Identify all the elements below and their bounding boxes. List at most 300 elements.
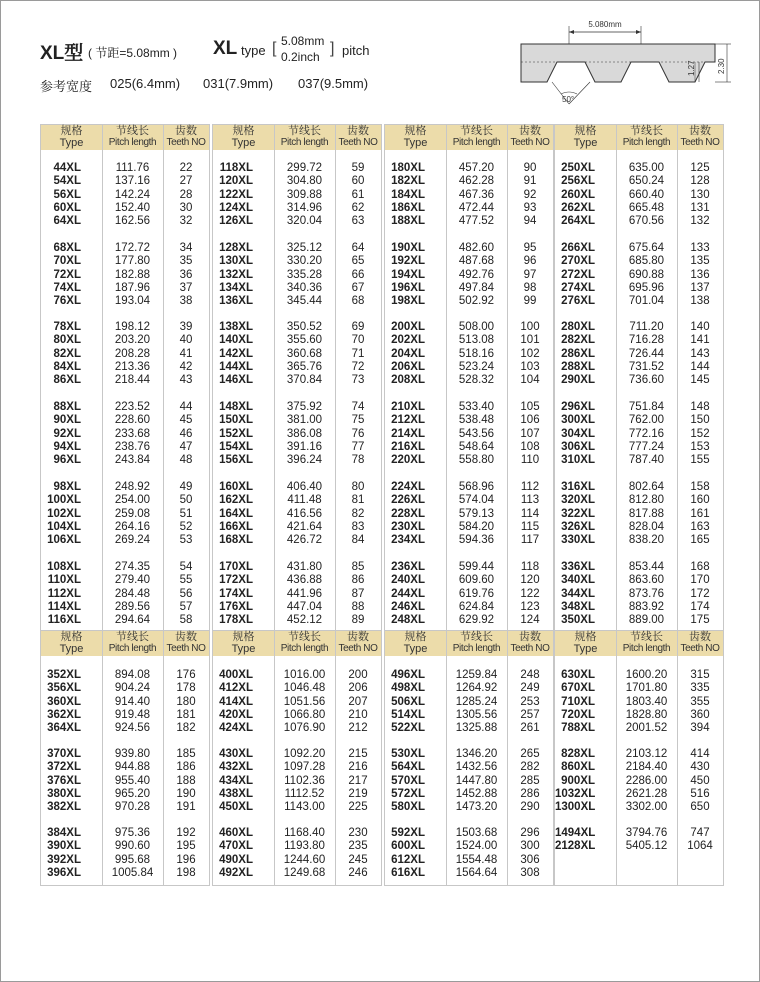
teeth-count-value: 206 — [348, 682, 368, 695]
teeth-count-value: 59 — [351, 162, 365, 174]
teeth-count-value: 90 — [523, 162, 537, 174]
teeth-count-value: 163 — [690, 520, 710, 533]
belt-spec-code: 336XL — [561, 561, 595, 573]
belt-spec-code: 76XL — [53, 295, 81, 308]
belt-spec-code: 364XL — [47, 722, 81, 735]
belt-spec-code: 248XL — [391, 614, 425, 627]
belt-spec-code: 144XL — [219, 360, 253, 373]
pitch-length-value: 355.60 — [286, 334, 323, 347]
pitch-length-value: 187.96 — [114, 281, 151, 294]
teeth-count-value: 155 — [690, 454, 710, 467]
pitch-length-value: 172.72 — [114, 242, 151, 254]
teeth-count-value: 115 — [520, 520, 540, 533]
belt-spec-code: 414XL — [219, 695, 253, 708]
belt-spec-code: 348XL — [561, 600, 595, 613]
pitch-length-value: 802.64 — [628, 481, 665, 493]
teeth-count-value: 215 — [348, 748, 368, 760]
belt-spec-code: 212XL — [391, 414, 425, 427]
belt-spec-code: 100XL — [47, 494, 81, 507]
teeth-count-value: 253 — [520, 695, 540, 708]
pitch-length-value: 487.68 — [458, 255, 495, 268]
header-pitch-length — [446, 631, 507, 656]
pitch-length-value: 990.60 — [114, 840, 151, 853]
pitch-length-value: 264.16 — [114, 520, 151, 533]
belt-spec-code: 530XL — [391, 748, 425, 760]
pitch-length-value: 137.16 — [114, 175, 151, 188]
pitch-length-value: 477.52 — [458, 215, 495, 228]
belt-spec-code: 176XL — [219, 600, 253, 613]
pitch-length-value: 1503.68 — [455, 827, 498, 839]
teeth-count-value: 245 — [348, 853, 368, 866]
belt-spec-code: 376XL — [47, 774, 81, 787]
belt-spec-code: 282XL — [561, 334, 595, 347]
belt-spec-code: 264XL — [561, 215, 595, 228]
pitch-length-value: 370.84 — [286, 374, 323, 387]
belt-spec-code: 78XL — [53, 321, 81, 333]
teeth-count-value: 186 — [176, 761, 196, 774]
teeth-count-value: 32 — [179, 215, 193, 228]
teeth-count-value: 120 — [520, 574, 540, 587]
teeth-count-value: 60 — [351, 175, 365, 188]
pitch-length-value: 660.40 — [628, 188, 665, 201]
pitch-length-value: 436.88 — [286, 574, 323, 587]
pitch-length-value: 320.04 — [286, 215, 323, 228]
pitch-length-value: 1325.88 — [455, 722, 498, 735]
teeth-count-value: 69 — [351, 321, 365, 333]
pitch-length-value: 1244.60 — [283, 853, 326, 866]
pitch-length-value: 731.52 — [628, 360, 665, 373]
teeth-count-value: 128 — [690, 175, 710, 188]
teeth-count-value: 38 — [179, 295, 193, 308]
width-037: 037(9.5mm) — [298, 76, 369, 91]
teeth-count-value: 78 — [351, 454, 365, 467]
header-pitch-length-cn: 节线长 — [288, 125, 321, 137]
teeth-count-value: 188 — [176, 774, 196, 787]
header-teeth-no-en: Teeth NO — [680, 643, 720, 654]
belt-spec-code: 522XL — [391, 722, 425, 735]
teeth-count-value: 114 — [520, 507, 540, 520]
pitch-length-value: 2286.00 — [625, 774, 668, 787]
teeth-count-value: 261 — [520, 722, 540, 735]
pitch-length-value: 772.16 — [628, 427, 665, 440]
teeth-count-value: 516 — [690, 787, 710, 800]
pitch-length-value: 345.44 — [286, 295, 323, 308]
belt-spec-code: 124XL — [219, 201, 253, 214]
belt-spec-code: 326XL — [561, 520, 595, 533]
pitch-length-value: 1554.48 — [455, 853, 498, 866]
belt-spec-code: 230XL — [391, 520, 425, 533]
header-type-cn: 规格 — [60, 631, 83, 643]
pitch-length-value: 421.64 — [286, 520, 323, 533]
belt-spec-code: 420XL — [219, 708, 253, 721]
belt-spec-code: 198XL — [391, 295, 425, 308]
belt-spec-code: 450XL — [219, 801, 253, 814]
belt-spec-code: 160XL — [219, 481, 253, 493]
pitch-length-value: 579.13 — [458, 507, 495, 520]
belt-spec-code: 382XL — [47, 801, 81, 814]
header-teeth-no-cn: 齿数 — [519, 125, 541, 137]
pitch-length-value: 198.12 — [114, 321, 151, 333]
pitch-length-value: 274.35 — [114, 561, 151, 573]
teeth-count-value: 360 — [690, 708, 710, 721]
pitch-length-value: 523.24 — [458, 360, 495, 373]
belt-spec-code: 122XL — [219, 188, 253, 201]
teeth-count-value: 48 — [179, 454, 193, 467]
pitch-length-value: 340.36 — [286, 281, 323, 294]
belt-spec-code: 372XL — [47, 761, 81, 774]
belt-spec-code: 276XL — [561, 295, 595, 308]
pitch-length-value: 787.40 — [628, 454, 665, 467]
pitch-length-value: 1193.80 — [284, 840, 325, 853]
pitch-length-value: 1600.20 — [625, 669, 668, 681]
teeth-count-value: 74 — [351, 401, 365, 413]
header-type-en: Type — [231, 643, 256, 655]
teeth-count-value: 414 — [690, 748, 710, 760]
pitch-mm: 5.08mm — [281, 34, 325, 48]
pitch-length-value: 1524.00 — [455, 840, 498, 853]
teeth-count-value: 95 — [523, 242, 537, 254]
teeth-count-value: 181 — [176, 708, 196, 721]
teeth-count-value: 42 — [179, 360, 193, 373]
belt-spec-code: 272XL — [561, 268, 595, 281]
header-teeth-no-cn: 齿数 — [347, 631, 369, 643]
belt-spec-code: 424XL — [219, 722, 253, 735]
spec-table-block — [212, 630, 382, 886]
width-031: 031(7.9mm) — [203, 76, 274, 91]
teeth-count-value: 61 — [351, 188, 365, 201]
teeth-count-value: 217 — [348, 774, 368, 787]
belt-spec-code: 202XL — [391, 334, 425, 347]
belt-spec-code: 360XL — [47, 695, 81, 708]
pitch-length-value: 1016.00 — [283, 669, 326, 681]
teeth-count-value: 246 — [348, 866, 368, 879]
teeth-count-value: 175 — [690, 614, 710, 627]
teeth-count-value: 106 — [520, 414, 540, 427]
pitch-length-value: 1051.56 — [283, 695, 326, 708]
header-teeth-no-cn: 齿数 — [175, 631, 197, 643]
belt-spec-code: 56XL — [53, 188, 81, 201]
pitch-length-value: 1452.88 — [455, 787, 498, 800]
pitch-length-value: 568.96 — [458, 481, 495, 493]
teeth-count-value: 306 — [520, 853, 540, 866]
header-pitch-length-cn: 节线长 — [288, 631, 321, 643]
header-teeth-no-cn: 齿数 — [689, 125, 711, 137]
header-pitch-length-cn: 节线长 — [460, 125, 493, 137]
teeth-count-value: 315 — [690, 669, 710, 681]
belt-spec-code: 82XL — [53, 347, 81, 360]
belt-spec-code: 352XL — [47, 669, 81, 681]
pitch-length-value: 457.20 — [458, 162, 495, 174]
teeth-count-value: 145 — [690, 374, 710, 387]
pitch-length-value: 889.00 — [628, 614, 665, 627]
pitch-length-value: 726.44 — [628, 347, 665, 360]
teeth-count-value: 91 — [523, 175, 537, 188]
pitch-length-value: 574.04 — [458, 494, 495, 507]
header-type-cn: 规格 — [232, 125, 255, 137]
teeth-count-value: 57 — [179, 600, 193, 613]
header-pitch-length-en: Pitch length — [452, 643, 501, 654]
teeth-count-value: 77 — [351, 440, 365, 453]
pitch-length-value: 1066.80 — [283, 708, 326, 721]
header-pitch-length-en: Pitch length — [452, 137, 501, 148]
teeth-count-value: 130 — [690, 188, 710, 201]
pitch-length-value: 502.92 — [458, 295, 495, 308]
header-type — [213, 125, 274, 150]
header-teeth-no — [507, 125, 553, 150]
bracket-left: [ — [272, 40, 277, 57]
pitch-length-value: 1305.56 — [455, 708, 498, 721]
pitch-length-value: 218.44 — [114, 374, 151, 387]
belt-spec-code: 234XL — [391, 534, 425, 547]
belt-spec-code: 296XL — [561, 401, 595, 413]
teeth-count-value: 122 — [520, 587, 540, 600]
header-type-en: Type — [403, 137, 428, 149]
belt-spec-code: 94XL — [53, 440, 81, 453]
belt-spec-code: 136XL — [219, 295, 253, 308]
pitch-cn-label: ( 节距=5.08mm ) — [88, 46, 178, 60]
belt-spec-code: 182XL — [391, 175, 425, 188]
header-pitch-length — [102, 631, 163, 656]
belt-spec-code: 1032XL — [555, 787, 596, 800]
belt-spec-code: 88XL — [53, 401, 81, 413]
teeth-count-value: 355 — [690, 695, 710, 708]
belt-spec-code: 438XL — [219, 787, 253, 800]
teeth-count-value: 76 — [351, 427, 365, 440]
pitch-length-value: 650.24 — [628, 175, 665, 188]
belt-spec-code: 600XL — [391, 840, 425, 853]
pitch-inch: 0.2inch — [281, 50, 320, 64]
pitch-length-value: 177.80 — [114, 255, 151, 268]
teeth-count-value: 88 — [351, 600, 365, 613]
belt-spec-code: 490XL — [219, 853, 253, 866]
belt-spec-code: 228XL — [391, 507, 425, 520]
belt-spec-code: 226XL — [391, 494, 425, 507]
pitch-length-value: 492.76 — [458, 268, 495, 281]
belt-spec-code: 362XL — [47, 708, 81, 721]
belt-spec-code: 900XL — [561, 774, 595, 787]
belt-spec-code: 260XL — [561, 188, 595, 201]
teeth-count-value: 282 — [520, 761, 540, 774]
teeth-count-value: 168 — [690, 561, 710, 573]
teeth-count-value: 216 — [348, 761, 368, 774]
pitch-length-value: 238.76 — [114, 440, 151, 453]
teeth-count-value: 140 — [690, 321, 710, 333]
belt-spec-code: 788XL — [561, 722, 595, 735]
teeth-count-value: 97 — [523, 268, 537, 281]
header-teeth-no-en: Teeth NO — [510, 137, 550, 148]
teeth-count-value: 27 — [179, 175, 193, 188]
pitch-length-value: 1097.28 — [283, 761, 326, 774]
pitch-length-value: 1092.20 — [283, 748, 326, 760]
belt-spec-code: 310XL — [561, 454, 595, 467]
teeth-count-value: 94 — [523, 215, 537, 228]
belt-spec-code: 496XL — [391, 669, 425, 681]
teeth-count-value: 63 — [351, 215, 365, 228]
pitch-length-value: 203.20 — [114, 334, 151, 347]
pitch-length-value: 1701.80 — [625, 682, 668, 695]
pitch-length-value: 955.40 — [114, 774, 151, 787]
header-type — [41, 125, 102, 150]
pitch-length-value: 325.12 — [286, 242, 323, 254]
belt-spec-code: 190XL — [391, 242, 425, 254]
belt-spec-code: 280XL — [561, 321, 595, 333]
belt-spec-code: 390XL — [47, 840, 81, 853]
pitch-length-value: 939.80 — [114, 748, 151, 760]
belt-spec-code: 152XL — [219, 427, 253, 440]
belt-spec-code: 392XL — [47, 853, 81, 866]
belt-spec-code: 274XL — [561, 281, 595, 294]
belt-spec-code: 128XL — [219, 242, 253, 254]
pitch-length-value: 1432.56 — [455, 761, 498, 774]
pitch-length-value: 919.48 — [114, 708, 151, 721]
belt-spec-code: 192XL — [391, 255, 425, 268]
belt-spec-code: 290XL — [561, 374, 595, 387]
teeth-count-value: 28 — [179, 188, 193, 201]
pitch-length-value: 736.60 — [628, 374, 665, 387]
teeth-count-value: 286 — [520, 787, 540, 800]
pitch-length-value: 685.80 — [628, 255, 665, 268]
teeth-count-value: 152 — [690, 427, 710, 440]
teeth-count-value: 44 — [179, 401, 193, 413]
teeth-count-value: 75 — [351, 414, 365, 427]
teeth-count-value: 747 — [690, 827, 710, 839]
tooth-height-label: 1.27 — [687, 60, 696, 76]
pitch-length-value: 838.20 — [628, 534, 665, 547]
teeth-count-value: 165 — [690, 534, 710, 547]
belt-spec-code: 460XL — [219, 827, 253, 839]
teeth-count-value: 80 — [351, 481, 365, 493]
belt-spec-code: 140XL — [219, 334, 253, 347]
teeth-count-value: 51 — [179, 507, 193, 520]
total-height-label: 2.30 — [717, 58, 726, 74]
type-en-label: XL — [213, 38, 238, 59]
belt-spec-code: 288XL — [561, 360, 595, 373]
pitch-length-value: 548.64 — [458, 440, 495, 453]
pitch-length-value: 375.92 — [286, 401, 323, 413]
pitch-length-value: 513.08 — [458, 334, 495, 347]
belt-spec-code: 196XL — [391, 281, 425, 294]
teeth-count-value: 41 — [179, 347, 193, 360]
pitch-length-value: 223.52 — [114, 401, 151, 413]
teeth-count-value: 174 — [690, 600, 710, 613]
teeth-count-value: 107 — [520, 427, 540, 440]
belt-spec-code: 118XL — [219, 162, 253, 174]
pitch-length-value: 1112.52 — [284, 787, 325, 800]
teeth-count-value: 30 — [179, 201, 193, 214]
belt-spec-code: 616XL — [391, 866, 425, 879]
teeth-count-value: 53 — [179, 534, 193, 547]
teeth-count-value: 170 — [690, 574, 710, 587]
teeth-count-value: 394 — [690, 722, 710, 735]
teeth-count-value: 105 — [520, 401, 540, 413]
teeth-count-value: 249 — [520, 682, 540, 695]
belt-spec-code: 430XL — [219, 748, 253, 760]
teeth-count-value: 67 — [351, 281, 365, 294]
pitch-length-value: 447.04 — [286, 600, 323, 613]
belt-spec-code: 2128XL — [555, 840, 596, 853]
teeth-count-value: 198 — [176, 866, 196, 879]
belt-spec-code: 514XL — [391, 708, 425, 721]
type-title: XL型 — [40, 43, 84, 64]
pitch-length-value: 716.28 — [628, 334, 665, 347]
pitch-length-value: 381.00 — [286, 414, 323, 427]
pitch-label: 5.080mm — [588, 20, 622, 29]
belt-spec-code: 236XL — [391, 561, 425, 573]
teeth-count-value: 1064 — [687, 840, 713, 853]
belt-spec-code: 316XL — [561, 481, 595, 493]
pitch-length-value: 1249.68 — [283, 866, 326, 879]
header-teeth-no-cn: 齿数 — [689, 631, 711, 643]
pitch-length-value: 350.52 — [286, 321, 323, 333]
header-pitch-length-cn: 节线长 — [116, 125, 149, 137]
belt-spec-code: 60XL — [53, 201, 81, 214]
pitch-length-value: 243.84 — [114, 454, 151, 467]
pitch-length-value: 558.80 — [458, 454, 495, 467]
header-teeth-no — [507, 631, 553, 656]
belt-spec-code: 380XL — [47, 787, 81, 800]
belt-spec-code: 214XL — [391, 427, 425, 440]
belt-spec-code: 120XL — [219, 175, 253, 188]
belt-spec-code: 148XL — [219, 401, 253, 413]
belt-spec-code: 116XL — [47, 614, 81, 627]
teeth-count-value: 144 — [690, 360, 710, 373]
teeth-count-value: 450 — [690, 774, 710, 787]
belt-spec-code: 570XL — [391, 774, 425, 787]
teeth-count-value: 36 — [179, 268, 193, 281]
teeth-count-value: 158 — [690, 481, 710, 493]
teeth-count-value: 265 — [520, 748, 540, 760]
belt-spec-code: 174XL — [219, 587, 253, 600]
belt-spec-code: 300XL — [561, 414, 595, 427]
teeth-count-value: 191 — [176, 801, 196, 814]
pitch-length-value: 965.20 — [114, 787, 151, 800]
header-teeth-no-en: Teeth NO — [680, 137, 720, 148]
header-type-cn: 规格 — [232, 631, 255, 643]
belt-spec-code: 304XL — [561, 427, 595, 440]
pitch-length-value: 975.36 — [114, 827, 151, 839]
belt-spec-code: 98XL — [53, 481, 81, 493]
pitch-length-value: 533.40 — [458, 401, 495, 413]
header-type — [385, 125, 446, 150]
pitch-length-value: 883.92 — [628, 600, 665, 613]
angle-label: 50° — [562, 95, 575, 104]
belt-spec-code: 188XL — [391, 215, 425, 228]
header-type-cn: 规格 — [574, 631, 597, 643]
pitch-length-value: 386.08 — [286, 427, 323, 440]
pitch-length-value: 330.20 — [286, 255, 323, 268]
belt-spec-code: 142XL — [219, 347, 253, 360]
pitch-length-value: 228.60 — [114, 414, 151, 427]
pitch-length-value: 472.44 — [458, 201, 495, 214]
pitch-length-value: 360.68 — [286, 347, 323, 360]
teeth-count-value: 133 — [690, 242, 710, 254]
pitch-length-value: 2184.40 — [625, 761, 668, 774]
teeth-count-value: 40 — [179, 334, 193, 347]
teeth-count-value: 49 — [179, 481, 193, 493]
pitch-length-value: 2103.12 — [625, 748, 668, 760]
belt-spec-code: 106XL — [47, 534, 81, 547]
header-type — [555, 631, 616, 656]
belt-spec-code: 240XL — [391, 574, 425, 587]
pitch-length-value: 701.04 — [628, 295, 665, 308]
pitch-length-value: 924.56 — [114, 722, 151, 735]
teeth-count-value: 212 — [348, 722, 368, 735]
teeth-count-value: 296 — [520, 827, 540, 839]
teeth-count-value: 180 — [176, 695, 196, 708]
header-pitch-length — [274, 125, 335, 150]
teeth-count-value: 104 — [520, 374, 540, 387]
teeth-count-value: 56 — [179, 587, 193, 600]
